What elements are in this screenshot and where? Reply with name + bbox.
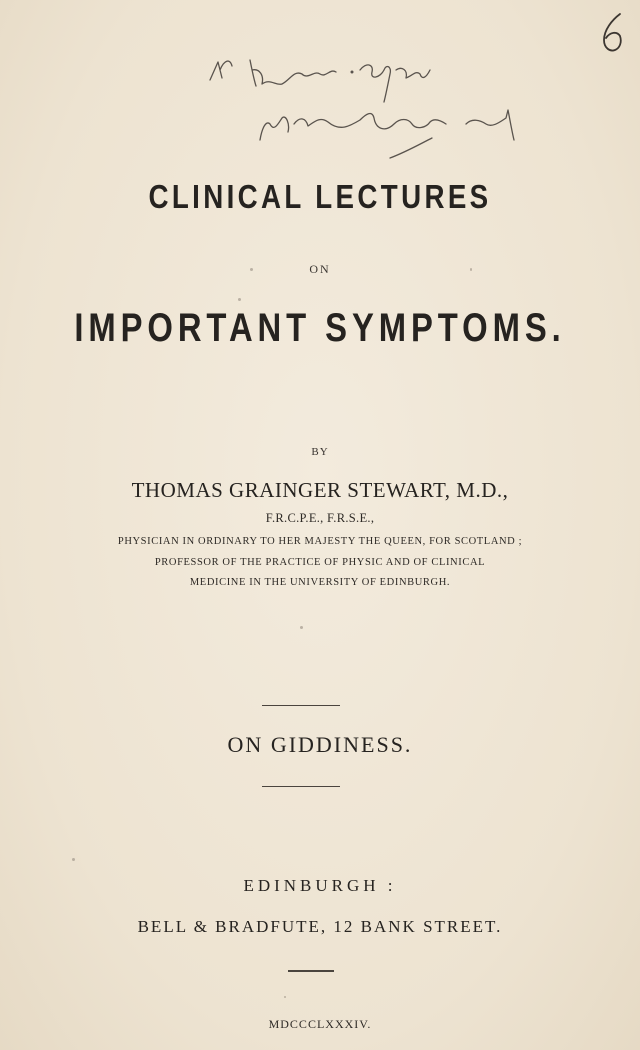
- paper-speck: [300, 626, 303, 629]
- author-position-line: MEDICINE IN THE UNIVERSITY OF EDINBURGH.: [189, 577, 451, 588]
- paper-speck: [284, 996, 286, 998]
- book-subtitle: IMPORTANT SYMPTOMS.: [74, 306, 566, 350]
- paper-speck: [238, 298, 241, 301]
- author-position-line: PROFESSOR OF THE PRACTICE OF PHYSIC AND OF CLINICAL: [154, 557, 486, 568]
- on-label: ON: [309, 262, 331, 276]
- author-position-line: PHYSICIAN IN ORDINARY TO HER MAJESTY THE QUEEN, FOR SCOTLAND ;: [117, 536, 523, 547]
- divider-rule: [262, 786, 340, 787]
- divider-rule: [262, 705, 340, 706]
- lecture-title: ON GIDDINESS.: [227, 732, 413, 757]
- book-title: CLINICAL LECTURES: [148, 178, 492, 215]
- author-credentials: F.R.C.P.E., F.R.S.E.,: [265, 511, 375, 525]
- publication-city: EDINBURGH :: [243, 876, 397, 895]
- handwritten-inscription: [190, 40, 530, 160]
- divider-rule: [288, 970, 334, 972]
- paper-speck: [470, 268, 472, 271]
- by-label: BY: [311, 446, 329, 458]
- paper-speck: [250, 268, 253, 271]
- publisher-name: BELL & BRADFUTE, 12 BANK STREET.: [137, 917, 503, 936]
- page-number-mark: [598, 8, 628, 54]
- paper-speck: [72, 858, 75, 861]
- author-name: THOMAS GRAINGER STEWART, M.D.,: [131, 478, 509, 502]
- publication-year: MDCCCLXXXIV.: [268, 1017, 372, 1031]
